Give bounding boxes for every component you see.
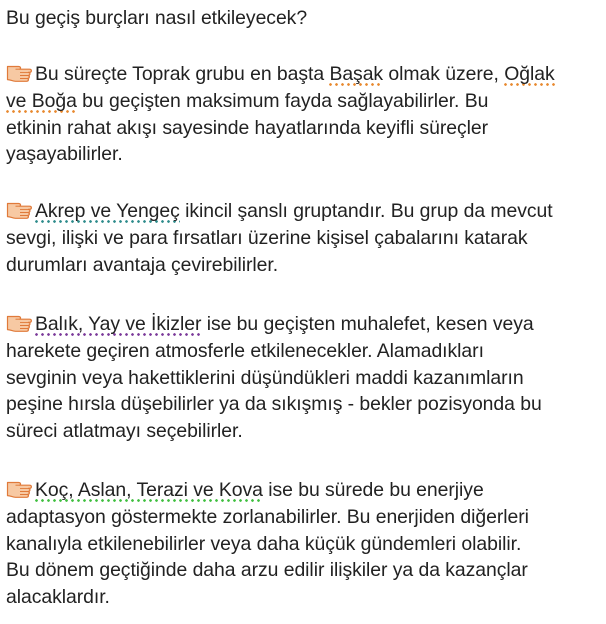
paragraph-line: alacaklardır. xyxy=(6,586,110,609)
paragraph-line: harekete geçiren atmosferle etkilenecekler. Alamadıkları xyxy=(6,339,484,362)
paragraph-line: sevginin veya hakettiklerini düşündükleri maddi kazanımların xyxy=(6,366,524,389)
paragraph-line xyxy=(6,88,602,115)
paragraph-line: süreci atlatmayı seçebilirler. xyxy=(6,420,243,443)
text-segment: olmak üzere, xyxy=(383,63,505,85)
paragraph-line: durumları avantaja çevirebilirler. xyxy=(6,253,279,276)
highlight-akrep-yengec[interactable]: Akrep ve Yengeç xyxy=(35,200,180,222)
highlight-basak[interactable]: Başak xyxy=(329,63,384,85)
paragraph-line: peşine hırsla düşebilirler ya da sıkışmış - bekler pozisyonda bu xyxy=(6,393,542,416)
text-segment: ise bu sürede bu enerjiye xyxy=(262,479,484,501)
paragraph-line: yaşayabilirler. xyxy=(6,143,123,166)
highlight-boga[interactable]: ve Boğa xyxy=(6,89,77,112)
paragraph-line: kanalıyla etkilenebilirler veya daha küçük gündemleri olabilir. xyxy=(6,532,522,555)
paragraph-line xyxy=(6,61,602,88)
text-segment: bu geçişten maksimum fayda sağlayabilirler. Bu xyxy=(76,89,489,112)
highlight-balik-yay-ikizler[interactable]: Balık, Yay ve İkizler xyxy=(35,313,202,335)
paragraph-line xyxy=(6,198,602,225)
highlight-koc-aslan-terazi-kova[interactable]: Koç, Aslan, Terazi ve Kova xyxy=(35,479,263,501)
paragraph-line xyxy=(6,477,602,504)
paragraph-line: sevgi, ilişki ve para fırsatları üzerine kişisel çabalarını katarak xyxy=(6,226,528,249)
highlight-oglak[interactable]: Oğlak xyxy=(504,63,555,85)
text-segment: ikincil şanslı gruptandır. Bu grup da mevcut xyxy=(179,200,553,222)
paragraph-line: Bu dönem geçtiğinde daha arzu edilir ilişkiler ya da kazançlar xyxy=(6,559,528,582)
paragraph-line: adaptasyon göstermekte zorlanabilirler. Bu enerjiden diğerleri xyxy=(6,505,529,528)
pointing-hand-icon xyxy=(6,478,34,500)
text-segment: ise bu geçişten muhalefet, kesen veya xyxy=(201,313,534,335)
pointing-hand-icon xyxy=(6,199,34,221)
text-segment: Bu süreçte Toprak grubu en başta xyxy=(35,63,330,85)
paragraph-mutable-signs xyxy=(6,311,602,445)
paragraph-water-signs xyxy=(6,198,602,278)
pointing-hand-icon xyxy=(6,312,34,334)
section-title: Bu geçiş burçları nasıl etkileyecek? xyxy=(6,7,308,29)
pointing-hand-icon xyxy=(6,62,34,84)
paragraph-earth-signs xyxy=(6,61,602,168)
paragraph-fire-air-signs xyxy=(6,477,602,611)
paragraph-line xyxy=(6,311,602,338)
paragraph-line: etkinin rahat akışı sayesinde hayatlarında keyifli süreçler xyxy=(6,116,489,139)
